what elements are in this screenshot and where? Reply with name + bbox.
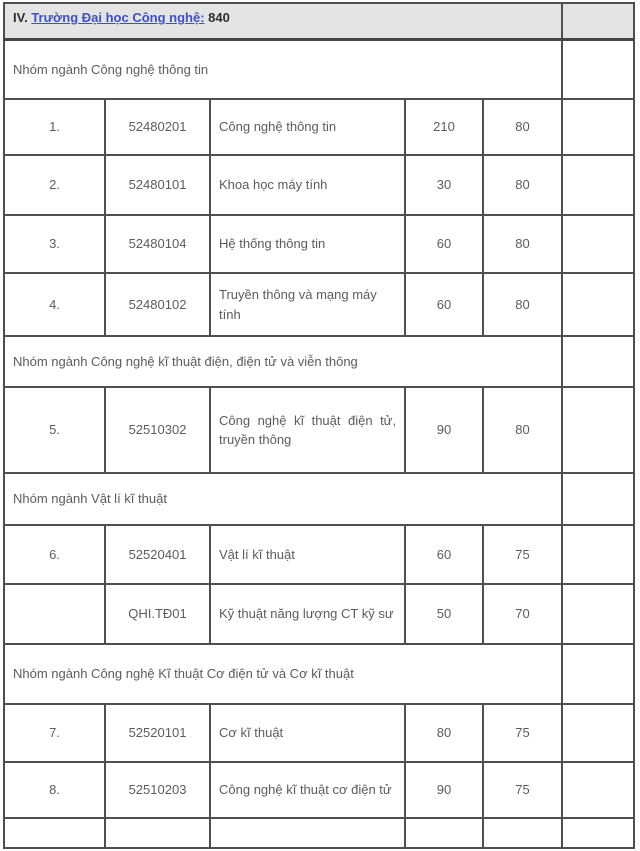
section-label: Nhóm ngành Công nghệ kĩ thuật điện, điện tử và viễn thông: [4, 336, 562, 387]
partial-row: [4, 818, 634, 848]
university-link[interactable]: Trường Đại học Công nghệ:: [31, 10, 205, 25]
empty-cell: [562, 155, 634, 215]
row-number-cell: 6.: [4, 525, 105, 584]
empty-cell: [562, 273, 634, 336]
table-row: [4, 99, 634, 155]
program-name-cell: Công nghệ thông tin: [210, 99, 405, 155]
empty-cell: [483, 818, 562, 848]
empty-cell: [562, 336, 634, 387]
quota-cell: 60: [405, 273, 483, 336]
score-cell: 70: [483, 584, 562, 644]
section-row: [4, 336, 634, 387]
score-cell: 80: [483, 387, 562, 473]
empty-cell: [562, 473, 634, 525]
empty-cell: [562, 584, 634, 644]
row-number-cell: [4, 584, 105, 644]
empty-cell: [562, 3, 634, 39]
university-header-cell: [4, 3, 562, 39]
program-name-cell: Khoa học máy tính: [210, 155, 405, 215]
table-row: [4, 584, 634, 644]
section-row: [4, 39, 634, 99]
empty-cell: [562, 644, 634, 704]
empty-cell: [210, 818, 405, 848]
code-cell: 52510302: [105, 387, 210, 473]
table-row: [4, 704, 634, 762]
quota-cell: 60: [405, 215, 483, 273]
empty-cell: [562, 525, 634, 584]
table-header-row: [4, 3, 634, 39]
code-cell: 52520101: [105, 704, 210, 762]
admissions-table: [3, 2, 635, 849]
empty-cell: [105, 818, 210, 848]
table-row: [4, 387, 634, 473]
code-cell: 52480102: [105, 273, 210, 336]
quota-cell: 80: [405, 704, 483, 762]
empty-cell: [562, 762, 634, 818]
score-cell: 75: [483, 525, 562, 584]
empty-cell: [562, 215, 634, 273]
empty-cell: [562, 387, 634, 473]
row-number-cell: 2.: [4, 155, 105, 215]
empty-cell: [562, 39, 634, 99]
code-cell: 52480104: [105, 215, 210, 273]
row-number-cell: 4.: [4, 273, 105, 336]
empty-cell: [562, 704, 634, 762]
row-number-cell: 7.: [4, 704, 105, 762]
score-cell: 80: [483, 155, 562, 215]
row-number-cell: 5.: [4, 387, 105, 473]
total-quota: 840: [208, 10, 230, 25]
table-row: [4, 155, 634, 215]
program-name-cell: Công nghệ kĩ thuật điện tử, truyền thông: [210, 387, 405, 473]
empty-cell: [562, 818, 634, 848]
program-name-cell: Vật lí kĩ thuật: [210, 525, 405, 584]
code-cell: 52480101: [105, 155, 210, 215]
score-cell: 80: [483, 215, 562, 273]
quota-cell: 60: [405, 525, 483, 584]
code-cell: QHI.TĐ01: [105, 584, 210, 644]
code-cell: 52480201: [105, 99, 210, 155]
score-cell: 75: [483, 704, 562, 762]
table-row: [4, 525, 634, 584]
row-number-cell: 8.: [4, 762, 105, 818]
section-row: [4, 473, 634, 525]
row-number-cell: 1.: [4, 99, 105, 155]
score-cell: 80: [483, 99, 562, 155]
program-name-cell: Kỹ thuật năng lượng CT kỹ sư: [210, 584, 405, 644]
empty-cell: [562, 99, 634, 155]
table-row: [4, 215, 634, 273]
table-row: [4, 273, 634, 336]
score-cell: 75: [483, 762, 562, 818]
score-cell: 80: [483, 273, 562, 336]
quota-cell: 90: [405, 762, 483, 818]
program-name-cell: Công nghệ kĩ thuật cơ điện tử: [210, 762, 405, 818]
code-cell: 52510203: [105, 762, 210, 818]
program-name-cell: Cơ kĩ thuật: [210, 704, 405, 762]
quota-cell: 30: [405, 155, 483, 215]
program-name-cell: Hệ thống thông tin: [210, 215, 405, 273]
empty-cell: [405, 818, 483, 848]
quota-cell: 210: [405, 99, 483, 155]
quota-cell: 90: [405, 387, 483, 473]
section-row: [4, 644, 634, 704]
section-label: Nhóm ngành Công nghệ Kĩ thuật Cơ điện tử và Cơ kĩ thuật: [4, 644, 562, 704]
table-row: [4, 762, 634, 818]
code-cell: 52520401: [105, 525, 210, 584]
program-name-cell: Truyền thông và mạng máy tính: [210, 273, 405, 336]
row-number-cell: 3.: [4, 215, 105, 273]
section-label: Nhóm ngành Công nghệ thông tin: [4, 39, 562, 99]
section-label: Nhóm ngành Vật lí kĩ thuật: [4, 473, 562, 525]
empty-cell: [4, 818, 105, 848]
quota-cell: 50: [405, 584, 483, 644]
section-index: IV.: [13, 10, 28, 25]
